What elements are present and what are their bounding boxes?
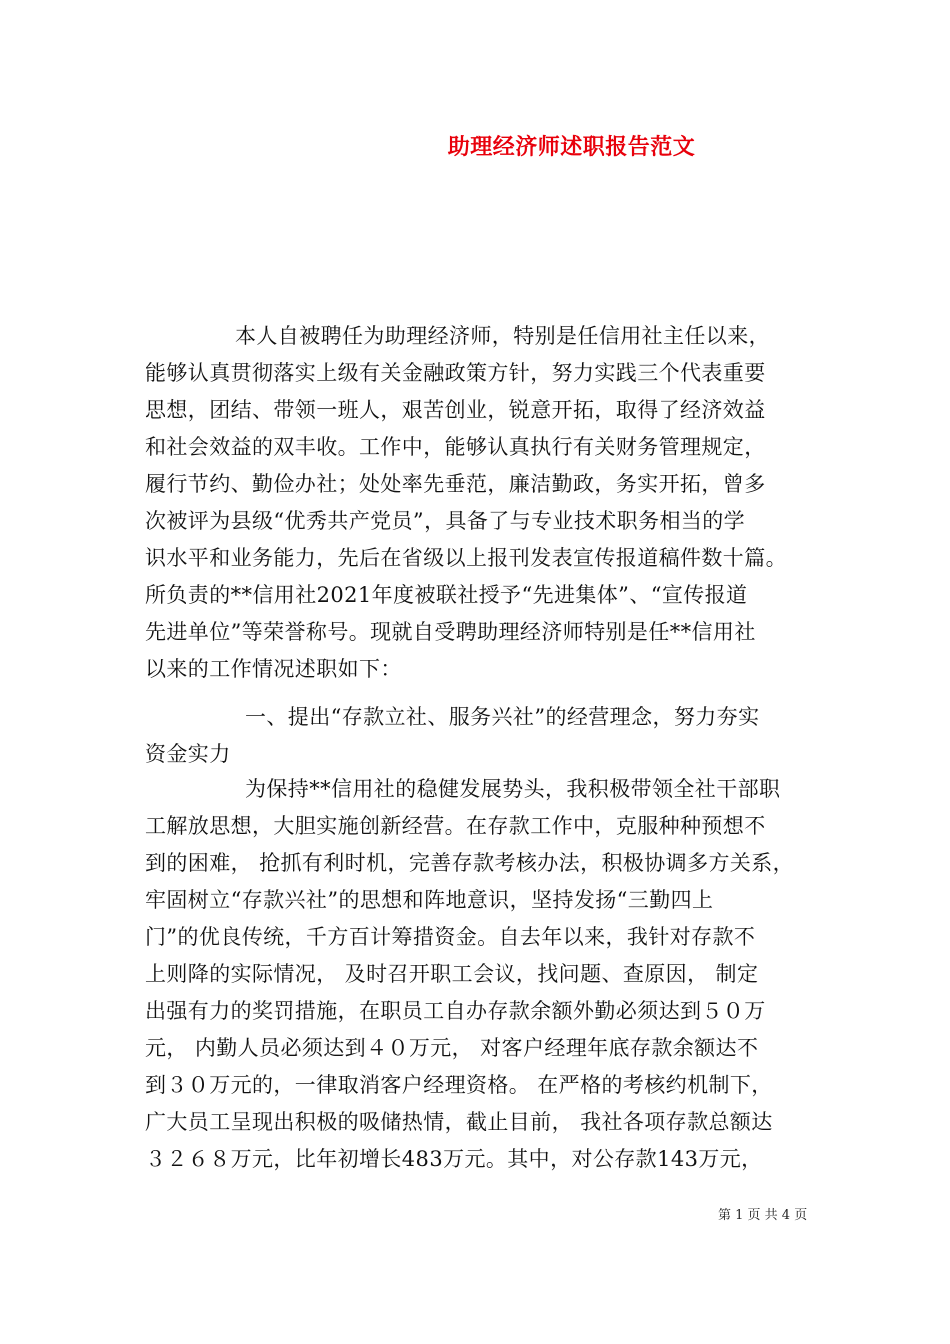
paragraph-line: 次被评为县级“优秀共产党员”，具备了与专业技术职务相当的学 <box>145 509 746 533</box>
paragraph-line: 上则降的实际情况， 及时召开职工会议，找问题、查原因， 制定 <box>145 962 759 986</box>
paragraph-line: 以来的工作情况述职如下： <box>145 657 402 681</box>
paragraph-line: 本人自被聘任为助理经济师，特别是任信用社主任以来， <box>235 324 770 348</box>
section-heading-line: 资金实力 <box>145 742 231 766</box>
paragraph-line: 到３０万元的，一律取消客户经理资格。 在严格的考核约机制下， <box>145 1073 773 1097</box>
section-heading-line: 一、提出“存款立社、服务兴社”的经营理念，努力夯实 <box>245 705 760 729</box>
paragraph-line: ３２６８万元，比年初增长483万元。其中，对公存款143万元， <box>145 1147 763 1171</box>
paragraph-line: 履行节约、勤俭办社；处处率先垂范，廉洁勤政，务实开拓，曾多 <box>145 472 766 496</box>
paragraph-line: 广大员工呈现出积极的吸储热情，截止目前， 我社各项存款总额达 <box>145 1110 773 1134</box>
paragraph-line: 能够认真贯彻落实上级有关金融政策方针，努力实践三个代表重要 <box>145 361 766 385</box>
paragraph-line: 识水平和业务能力，先后在省级以上报刊发表宣传报道稿件数十篇。 <box>145 546 787 570</box>
paragraph-line: 出强有力的奖罚措施，在职员工自办存款余额外勤必须达到５０万 <box>145 999 766 1023</box>
page-footer: 第 1 页 共 4 页 <box>718 1208 808 1223</box>
paragraph-line: 门”的优良传统，千方百计筹措资金。自去年以来，我针对存款不 <box>145 925 756 949</box>
paragraph-line: 牢固树立“存款兴社”的思想和阵地意识，坚持发扬“三勤四上 <box>145 888 714 912</box>
paragraph-line: 先进单位”等荣誉称号。现就自受聘助理经济师特别是任**信用社 <box>145 620 756 644</box>
paragraph-line: 所负责的**信用社2021年度被联社授予“先进集体”、“宣传报道 <box>145 583 748 607</box>
paragraph-line: 和社会效益的双丰收。工作中，能够认真执行有关财务管理规定， <box>145 435 766 459</box>
paragraph-line: 元， 内勤人员必须达到４０万元， 对客户经理年底存款余额达不 <box>145 1036 759 1060</box>
paragraph-line: 到的困难， 抢抓有利时机，完善存款考核办法，积极协调多方关系， <box>145 851 795 875</box>
paragraph-line: 为保持**信用社的稳健发展势头，我积极带领全社干部职 <box>245 777 781 801</box>
paragraph-line: 思想，团结、带领一班人，艰苦创业，锐意开拓，取得了经济效益 <box>145 398 766 422</box>
page-title: 助理经济师述职报告范文 <box>447 134 696 160</box>
paragraph-line: 工解放思想，大胆实施创新经营。在存款工作中，克服种种预想不 <box>145 814 766 838</box>
